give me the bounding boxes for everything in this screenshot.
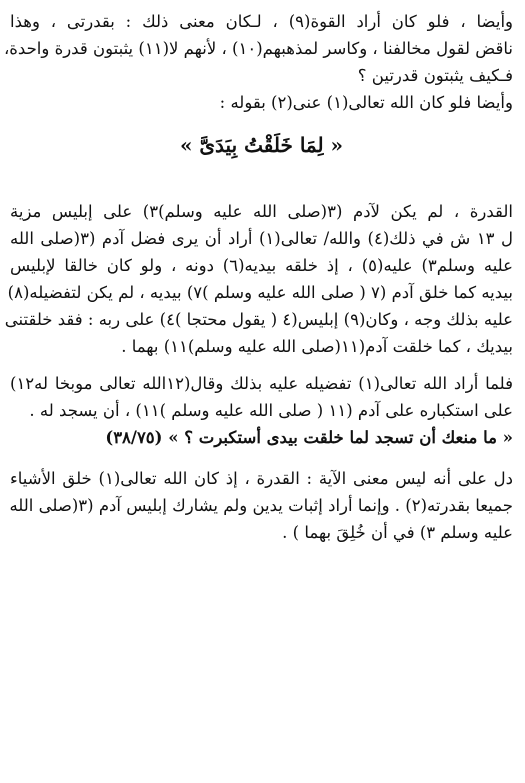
- text-line: وأيضا فلو كان الله تعالى(١) عنى(٢) بقوله :: [219, 93, 513, 112]
- quranic-verse: « لِمَا خَلَقْتُ بِيَدَىَّ »: [179, 133, 344, 157]
- text-line: فـكيف يثبتون قدرتين ؟: [357, 66, 513, 85]
- paragraph-1: [3, 8, 513, 116]
- text-line: دل على أنه ليس معنى الآية : القدرة ، إذ كان الله تعالى(١) خلق الأشياء: [10, 469, 513, 488]
- quoted-verse-line: « ما منعك أن تسجد لما خلقت بيدى أستكبرت ؟ » (٣٨/٧٥): [105, 428, 513, 447]
- text-line: وأيضا ، فلو كان أراد القوة(٩) ، لـكان معنى ذلك : بقدرتى ، وهذا: [10, 12, 513, 31]
- text-line: عليه بذلك وجه ، وكان(٩) إبليس(٤ ( يقول محتجا )٤) على ربه : فقد خلقتنى: [4, 310, 513, 329]
- paragraph-3: [10, 370, 513, 451]
- text-line: القدرة ، لم يكن لآدم (٣(صلى الله عليه وسلم)٣) على إبليس مزية: [10, 202, 513, 221]
- text-line: بيديه كما خلق آدم (٧ ( صلى الله عليه وسلم )٧) بيديه ، لم يكن لتفضيله(٨): [7, 283, 513, 302]
- text-line: فلما أراد الله تعالى(١) تفضيله عليه بذلك وقال(١٢الله تعالى موبخا له١٢): [10, 374, 513, 393]
- text-line: عليه وسلم٣) عليه(٥) ، إذ خلقه بيديه(٦) دونه ، ولو كان خالقا لإبليس: [10, 256, 513, 275]
- paragraph-4: [10, 465, 513, 546]
- paragraph-2: [4, 198, 514, 360]
- text-line: ناقض لقول مخالفنا ، وكاسر لمذهبهم(١٠) ، لأنهم لا(١١) يثبتون قدرة واحدة،: [3, 39, 513, 58]
- text-line: عليه وسلم ٣) في أن خُلِقَ بهما ) .: [282, 523, 513, 542]
- text-line: بيديك ، كما خلقت آدم(١١(صلى الله عليه وسلم)١١) بهما .: [121, 337, 513, 356]
- text-line: جميعا بقدرته(٢) . وإنما أراد إثبات يدين ولم يشارك إبليس آدم (٣(صلى الله: [9, 496, 513, 515]
- text-line: ل ١٣ ش في ذلك(٤) والله/ تعالى(١) أراد أن يرى فضل آدم (٣(صلى الله: [10, 229, 514, 248]
- text-line: على استكباره على آدم (١١ ( صلى الله عليه وسلم )١١) ، أن يسجد له .: [29, 401, 513, 420]
